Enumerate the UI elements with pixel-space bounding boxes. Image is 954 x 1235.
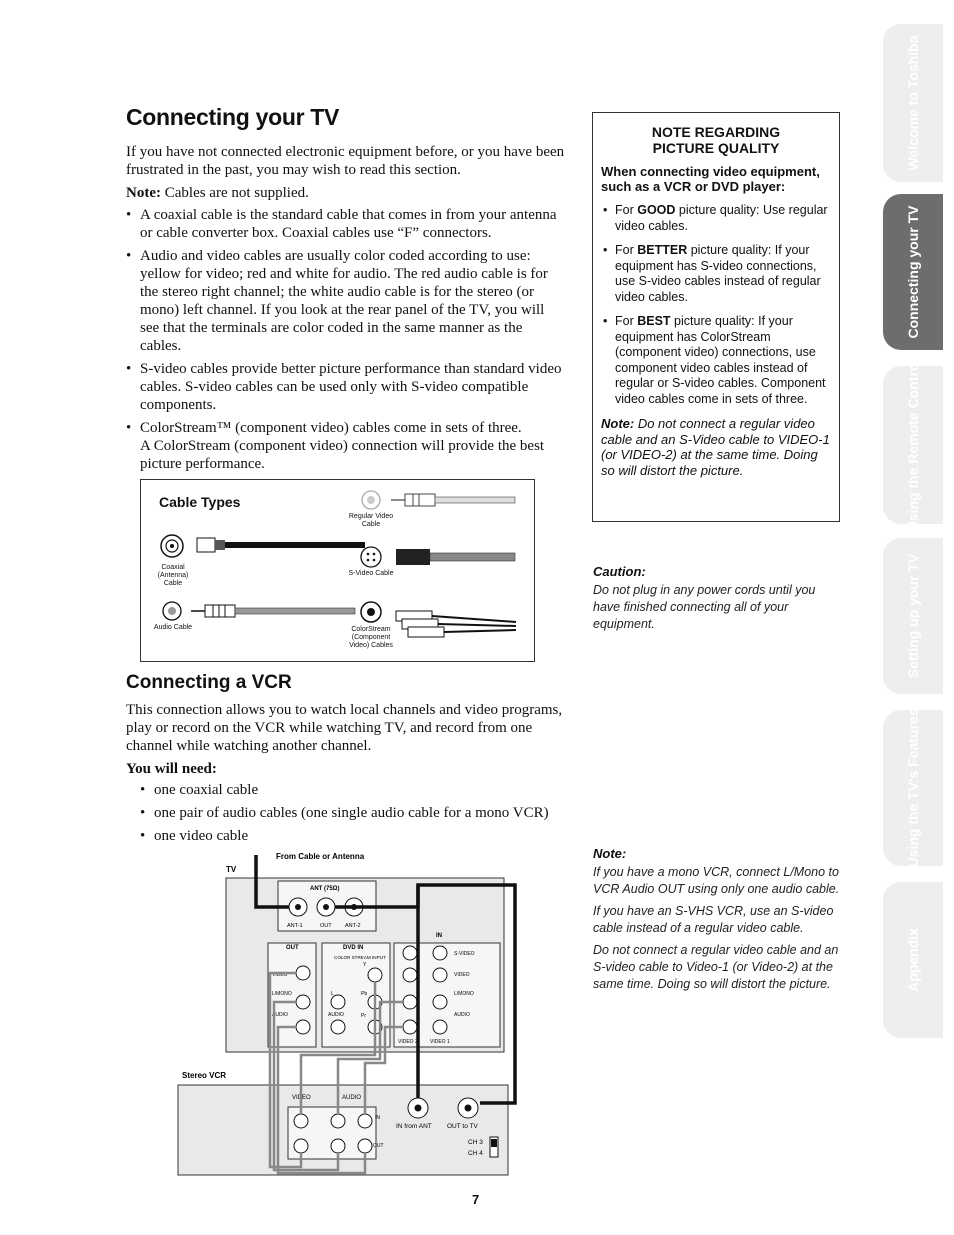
quality-better: • For BETTER picture quality: If your equipment has S-video connections, use S-video cables instead of regular video cables. [601,243,831,305]
out-to-tv-label: OUT to TV [447,1123,478,1130]
ant2-label: ANT-2 [345,923,361,929]
vcr-section [126,701,566,850]
tab-label: Connecting your TV [905,205,921,339]
colorstream-line-1: ColorStream™ (component video) cables come in sets of three. [140,420,522,436]
vcr-in-label: IN [375,1115,380,1121]
note-label: Note: [126,185,161,201]
cable-bullets [126,206,566,473]
cable-types-box [140,479,535,662]
need-item: • one pair of audio cables (one single audio cable for a mono VCR) [140,804,566,822]
y-label: Y [363,962,367,968]
ant1-label: ANT-1 [287,923,303,929]
from-cable-label: From Cable or Antenna [276,852,365,861]
tab-label: Setting up your TV [905,553,921,679]
vcr-out-label: OUT [373,1143,384,1149]
svideo-label: S-Video Cable [348,570,394,577]
side-note [593,846,843,993]
picture-quality-note [592,112,840,522]
out-lmono-label: L/MONO [272,991,292,997]
ant-label: ANT (75Ω) [310,886,340,892]
svideo-cable-icon [361,547,515,567]
in-group-label: IN [436,933,442,939]
tab-label: Appendix [905,928,921,992]
note-subheading: When connecting video equipment, such as a VCR or DVD player: [601,164,820,194]
cable-types-title: Cable Types [159,494,241,510]
colorstream-input-label: COLOR STREAM INPUT [334,955,386,960]
bullet-svideo: • S-video cables provide better picture performance than standard video cables. S-video cables can be used only with S-video compatible components. [126,360,566,414]
ch3-label: CH 3 [468,1139,483,1146]
video2-label: VIDEO 2 [398,1039,418,1045]
pr-label: Pr [361,1013,366,1019]
vcr-connection-diagram [170,845,530,1180]
tab-label: Using the TV's Features [905,708,921,868]
needs-list [140,781,566,845]
side-note-p2: If you have an S-VHS VCR, use an S-video cable instead of a regular video cable. [593,904,834,935]
audio-label: Audio Cable [153,624,193,631]
tab-features[interactable] [883,710,943,866]
dvd-in-label: DVD IN [343,945,364,951]
audio-cable-icon [163,602,355,620]
side-note-p3: Do not connect a regular video cable and an S-video cable to Video-1 (or Video-2) at the same time. Doing so will distort the picture. [593,943,839,991]
quality-good: • For GOOD picture quality: Use regular video cables. [601,203,831,234]
tab-remote-control[interactable] [883,358,943,532]
bullet-audio-video: • Audio and video cables are usually color coded according to use: yellow for video; red and white for audio. The red audio cable is for the stereo right channel; the white audio cable is for the stereo (or mono) left channel. If you look at the rear panel of the TV, you will see that the terminals are color coded in the same manner as the cables. [126,247,566,355]
intro-section [126,143,566,478]
tab-appendix[interactable] [883,882,943,1038]
in-audio-label: AUDIO [454,1012,470,1018]
caution-block [593,564,843,633]
tv-label: TV [226,865,237,874]
need-item: • one coaxial cable [140,781,566,799]
note-text: Cables are not supplied. [160,185,309,201]
note-warning: Note: Do not connect a regular video cable and an S-Video cable to VIDEO-1 (or VIDEO-2) at the same time. Doing so will distort the picture. [601,416,830,478]
regular-video-label: Regular Video Cable [348,513,394,528]
cable-types-illustration [141,480,534,661]
bullet-coaxial: • A coaxial cable is the standard cable that comes in from your antenna or cable converter box. Coaxial cables use “F” connectors. [126,206,566,242]
page-title: Connecting your TV [126,104,340,130]
dvd-audio-label: AUDIO [328,1012,344,1018]
ch4-label: CH 4 [468,1150,483,1157]
vcr-audio-label: AUDIO [342,1095,362,1101]
vcr-video-label: VIDEO [292,1095,311,1101]
side-note-label: Note: [593,846,627,861]
coaxial-cable-icon [161,535,365,557]
out-audio-label: AUDIO [272,1012,288,1018]
you-will-need: You will need: [126,761,217,777]
note-cables [126,184,566,202]
coaxial-label: Coaxial (Antenna) Cable [157,564,189,587]
quality-list [601,203,831,407]
out-video-label: VIDEO [272,972,288,978]
tab-connecting[interactable] [883,194,943,350]
video1-label: VIDEO 1 [430,1039,450,1045]
tab-label: Welcome to Toshiba [905,35,921,171]
in-lmono-label: L/MONO [454,991,474,997]
intro-paragraph: If you have not connected electronic equipment before, or you have been frustrated in the past, you may wish to read this section. [126,144,565,178]
vcr-heading: Connecting a VCR [126,672,292,693]
tab-welcome[interactable] [883,24,943,182]
svideo-jack-label: S-VIDEO [454,951,475,957]
side-note-p1: If you have a mono VCR, connect L/Mono to VCR Audio OUT using only one audio cable. [593,865,840,896]
caution-label: Caution: [593,564,646,579]
in-from-ant-label: IN from ANT [396,1123,432,1130]
in-video-label: VIDEO [454,972,470,978]
colorstream-line-2: A ColorStream (component video) connection will provide the best picture performance. [140,438,545,472]
stereo-vcr-label: Stereo VCR [182,1071,227,1080]
colorstream-label: ColorStream (Component Video) Cables [349,626,393,649]
tab-setting-up[interactable] [883,538,943,694]
vcr-intro: This connection allows you to watch local channels and video programs, play or record on the VCR while watching TV, and record from one channel while watching another channel. [126,702,563,754]
out-group-label: OUT [286,945,299,951]
page-number: 7 [472,1192,480,1207]
pb-label: Pb [361,991,368,997]
dvd-l-label: L [331,991,334,997]
ant-out-label: OUT [320,923,332,929]
quality-best: • For BEST picture quality: If your equipment has ColorStream (component video) connections, use component video cables instead of regular or S-video cables. Component video cables come in sets of three. [601,314,831,407]
note-heading: NOTE REGARDING PICTURE QUALITY [651,124,781,156]
caution-text: Do not plug in any power cords until you have finished connecting all of your equipment. [593,583,816,631]
tab-label: Using the Remote Control [905,358,921,532]
regular-video-cable-icon [362,491,515,509]
out-jacks [296,966,310,1034]
bullet-colorstream [126,419,566,473]
need-item: • one video cable [140,827,566,845]
